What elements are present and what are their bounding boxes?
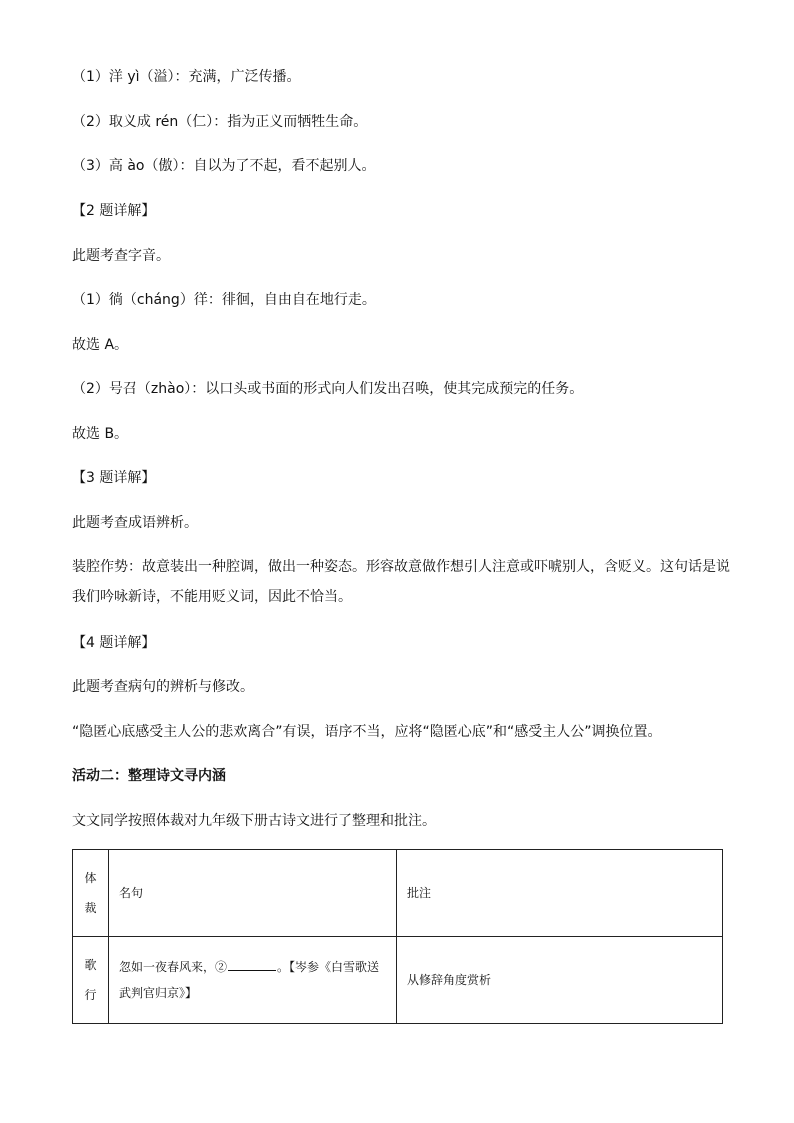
section-heading-3: 【3 题详解】 — [72, 470, 156, 486]
note-line-3: （3）高 ào（傲）：自以为了不起，看不起别人。 — [72, 158, 376, 174]
row-genre-char-2: 行 — [84, 988, 97, 1002]
fill-in-blank[interactable] — [228, 956, 276, 971]
row-quote-cell — [109, 937, 397, 1024]
paragraph-q2-answer2: 故选 B。 — [72, 426, 129, 442]
header-quote-cell: 名句 — [109, 850, 397, 937]
note-line-2: （2）取义成 rén（仁）：指为正义而牺牲生命。 — [72, 114, 368, 130]
header-genre-char-2: 裁 — [84, 901, 97, 915]
quote-text-after: 。【岑参《白雪歌送武判官归京》】 — [119, 960, 380, 1000]
paragraph-q2-item2: （2）号召（zhào）：以口头或书面的形式向人们发出召唤，使其完成预完的任务。 — [72, 381, 584, 397]
paragraph-q3-intro: 此题考查成语辨析。 — [72, 515, 198, 531]
activity-intro: 文文同学按照体裁对九年级下册古诗文进行了整理和批注。 — [72, 813, 436, 829]
paragraph-q4-intro: 此题考查病句的辨析与修改。 — [72, 679, 254, 695]
poem-notes-table — [72, 849, 723, 1024]
row-genre-char-1: 歌 — [84, 958, 97, 972]
activity-heading: 活动二：整理诗文寻内涵 — [72, 768, 226, 784]
header-note-cell: 批注 — [397, 850, 723, 937]
paragraph-q2-item1: （1）徜（cháng）徉：徘徊，自由自在地行走。 — [72, 292, 376, 308]
paragraph-q2-intro: 此题考查字音。 — [72, 248, 170, 264]
paragraph-q4-explanation: “隐匿心底感受主人公的悲欢离合”有误，语序不当，应将“隐匿心底”和“感受主人公”调换位置。 — [72, 724, 662, 740]
row-genre-cell — [73, 937, 109, 1024]
quote-text-before: 忽如一夜春风来，② — [119, 960, 228, 974]
section-heading-4: 【4 题详解】 — [72, 635, 156, 651]
note-line-1: （1）洋 yì（溢）：充满，广泛传播。 — [72, 69, 301, 85]
table-row — [73, 937, 723, 1024]
section-heading-2: 【2 题详解】 — [72, 203, 156, 219]
row-note-cell: 从修辞角度赏析 — [397, 937, 723, 1024]
header-genre-char-1: 体 — [84, 871, 97, 885]
header-genre-cell — [73, 850, 109, 937]
paragraph-q3-explanation: 装腔作势：故意装出一种腔调，做出一种姿态。形容故意做作想引人注意或吓唬别人，含贬义。这句话是说我们吟咏新诗，不能用贬义词，因此不恰当。 — [72, 559, 730, 605]
table-header-row — [73, 850, 723, 937]
paragraph-q2-answer1: 故选 A。 — [72, 337, 129, 353]
